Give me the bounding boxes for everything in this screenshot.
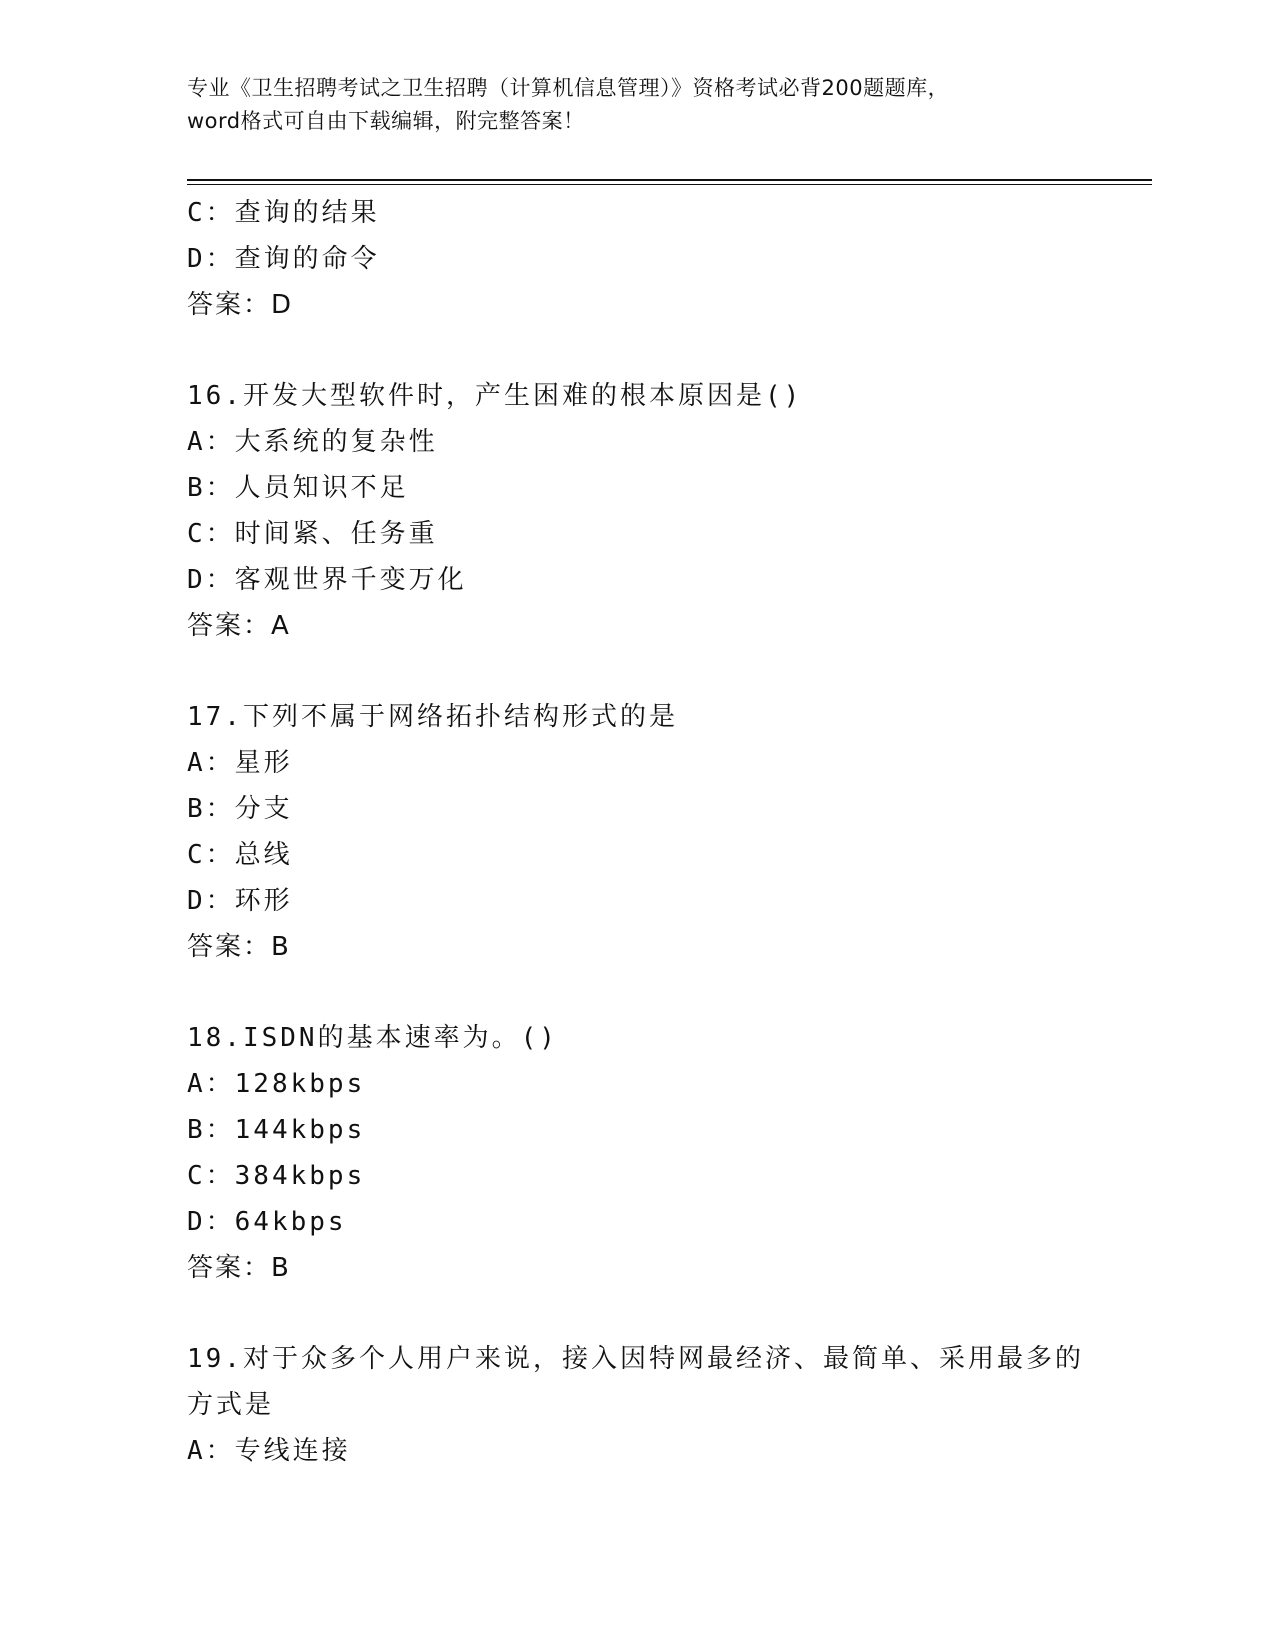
block-gap [187,1291,1087,1336]
header-title-line-1: 专业《卫生招聘考试之卫生招聘（计算机信息管理）》资格考试必背200题题库， [187,76,950,100]
block-gap [187,649,1087,694]
question-line-continued: 方式是 [187,1390,275,1420]
answer-line: 答案：B [187,932,291,962]
option-line: C：总线 [187,840,293,870]
question-list [187,190,1087,1474]
question-line: 18.ISDN的基本速率为。() [187,1023,558,1053]
block-gap [187,970,1087,1015]
answer-line: 答案：B [187,1253,291,1283]
option-line: C：查询的结果 [187,198,380,228]
question-line: 16.开发大型软件时，产生困难的根本原因是() [187,381,803,411]
option-line: D：环形 [187,886,293,916]
option-line: A：大系统的复杂性 [187,427,438,457]
option-line: A：专线连接 [187,1436,351,1466]
option-line: C：时间紧、任务重 [187,519,438,549]
option-line: B：分支 [187,794,293,824]
question-line: 17.下列不属于网络拓扑结构形式的是 [187,702,678,732]
header-divider-thin [187,184,1152,185]
option-line: D：客观世界千变万化 [187,565,467,595]
option-line: C：384kbps [187,1161,366,1191]
block-gap [187,328,1087,373]
option-line: B：人员知识不足 [187,473,409,503]
option-line: D：64kbps [187,1207,347,1237]
option-line: B：144kbps [187,1115,366,1145]
option-line: A：星形 [187,748,293,778]
answer-line: 答案：D [187,290,294,320]
option-line: A：128kbps [187,1069,366,1099]
document-header [187,72,1087,138]
question-line: 19.对于众多个人用户来说，接入因特网最经济、最简单、采用最多的 [187,1344,1084,1374]
header-title-line-2: word格式可自由下载编辑，附完整答案！ [187,109,585,133]
option-line: D：查询的命令 [187,244,380,274]
header-divider-thick [187,179,1152,181]
answer-line: 答案：A [187,611,291,641]
